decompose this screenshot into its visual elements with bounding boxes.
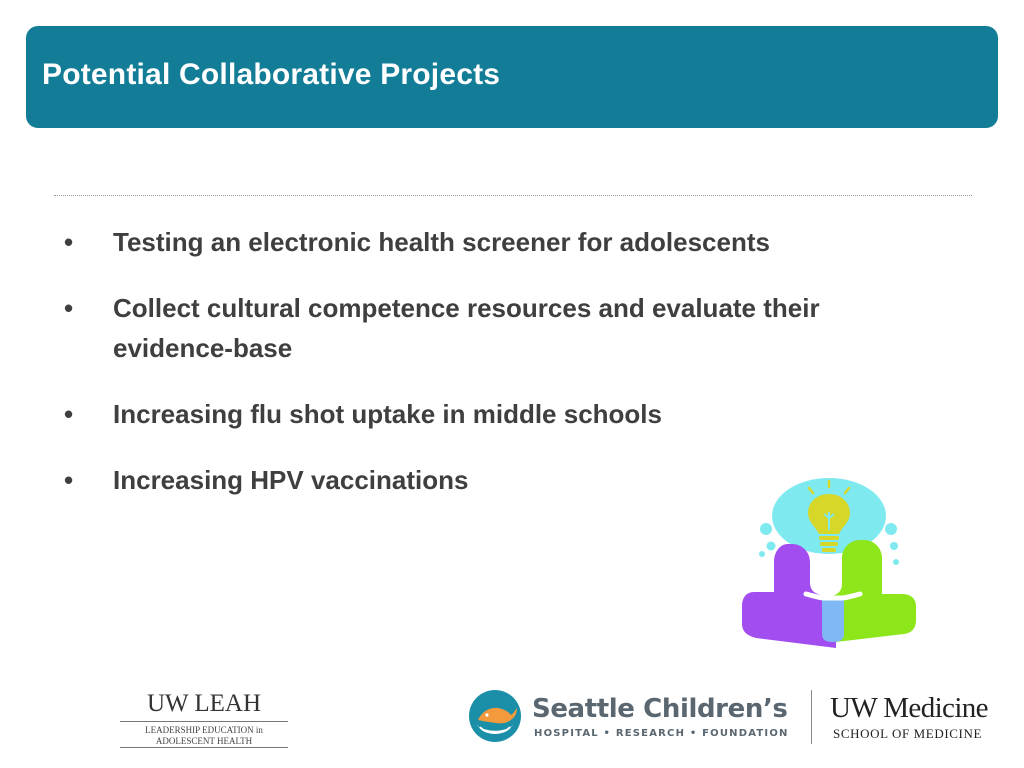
title-bar bbox=[26, 26, 998, 128]
bullet-dot-icon: • bbox=[64, 227, 74, 257]
seattle-childrens-name: Seattle Children’s bbox=[532, 694, 788, 724]
bullet-text: Testing an electronic health screener for adolescents bbox=[113, 227, 770, 257]
uw-leah-subtitle-1: LEADERSHIP EDUCATION in bbox=[145, 725, 263, 735]
slide-title: Potential Collaborative Projects bbox=[42, 58, 501, 91]
bullet-text: Increasing HPV vaccinations bbox=[113, 465, 469, 495]
uw-leah-subtitle-2: ADOLESCENT HEALTH bbox=[155, 736, 253, 746]
bullet-text: Increasing flu shot uptake in middle schools bbox=[113, 399, 662, 429]
uw-medicine-school: SCHOOL OF MEDICINE bbox=[833, 726, 982, 741]
uw-leah-title: UW LEAH bbox=[146, 690, 262, 717]
overlap-shape bbox=[822, 598, 844, 642]
bullet-dot-icon: • bbox=[64, 293, 74, 323]
bullet-text: Collect cultural competence resources and evaluate their evidence-base bbox=[113, 293, 820, 363]
whale-hands-icon bbox=[468, 689, 522, 743]
uw-leah-rule bbox=[120, 721, 288, 722]
bullet-item bbox=[60, 222, 940, 262]
logo-divider bbox=[811, 690, 812, 744]
seattle-childrens-tagline: HOSPITAL • RESEARCH • FOUNDATION bbox=[534, 728, 789, 739]
bullet-item bbox=[60, 288, 940, 368]
uw-leah-rule-bottom bbox=[120, 747, 288, 748]
uw-medicine-name: UW Medicine bbox=[830, 692, 988, 724]
bullet-dot-icon: • bbox=[64, 465, 74, 495]
dotted-divider bbox=[54, 195, 972, 196]
bullet-dot-icon: • bbox=[64, 399, 74, 429]
collaboration-lightbulb-icon bbox=[736, 474, 926, 654]
person-right-icon bbox=[832, 540, 916, 642]
bullet-item bbox=[60, 394, 940, 434]
uw-leah-logo bbox=[118, 690, 290, 750]
